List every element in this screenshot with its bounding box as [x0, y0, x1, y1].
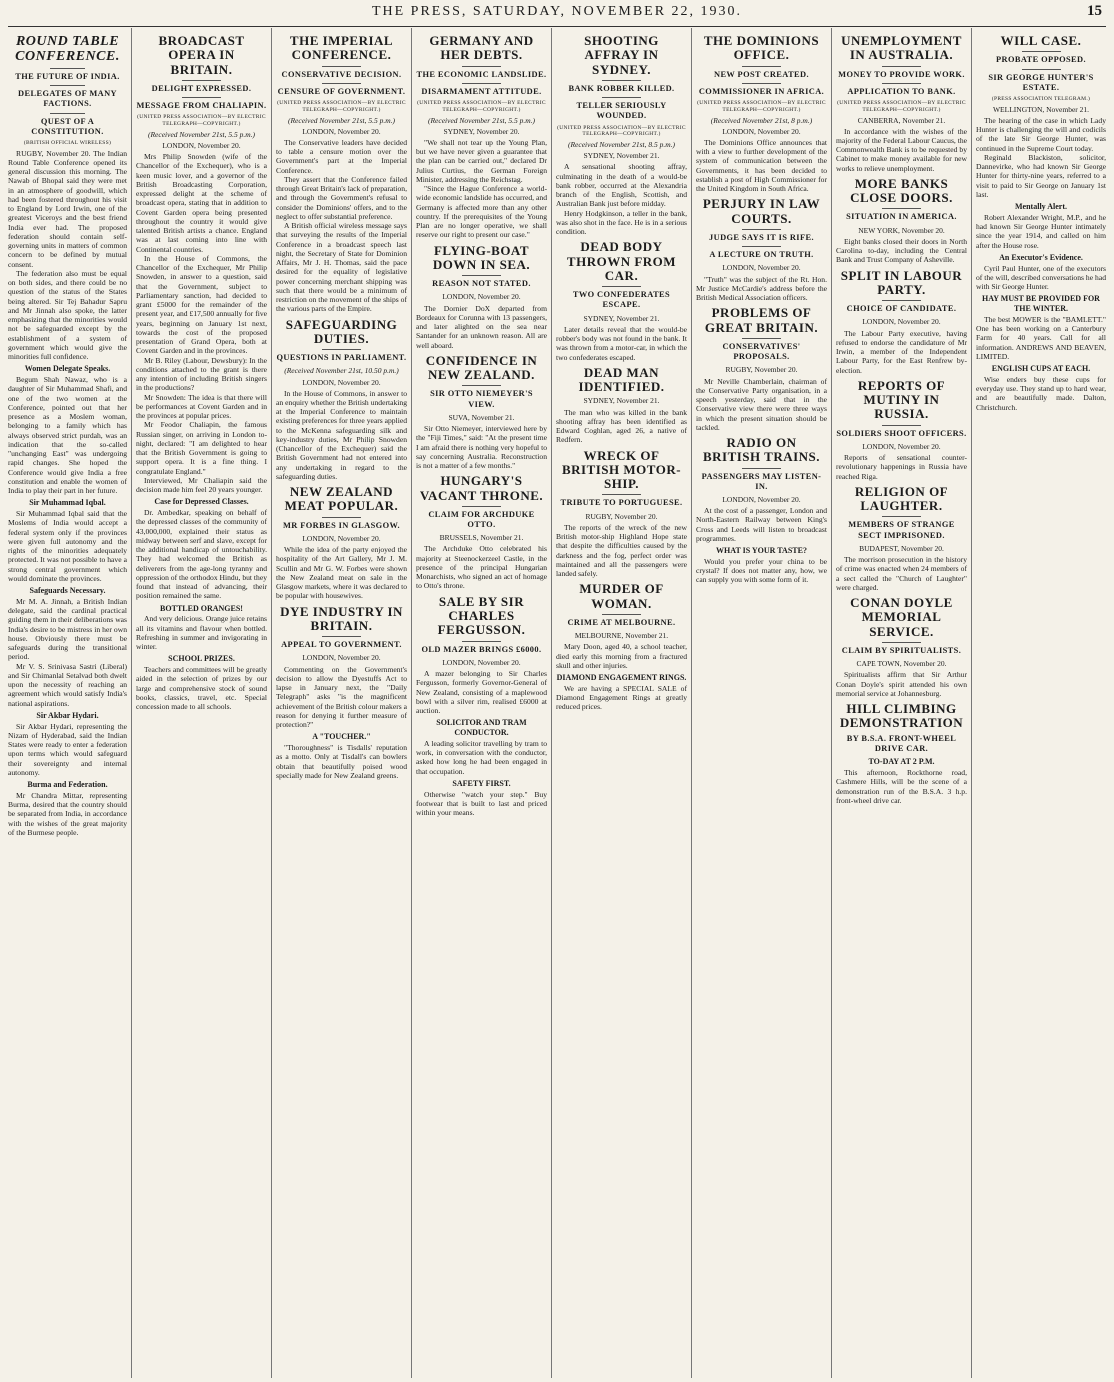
received-line: (Received November 21st, 5.5 p.m.)	[147, 129, 256, 139]
headline: PERJURY IN LAW COURTS.	[702, 196, 821, 226]
deck: DISARMAMENT ATTITUDE.	[421, 86, 542, 96]
dateline: LONDON, November 20.	[722, 126, 801, 136]
rule	[882, 208, 921, 209]
paragraph: Cyril Paul Hunter, one of the executors of the will, described conversations he had with Sir George Hunter.	[976, 263, 1106, 292]
deck: QUEST OF A CONSTITUTION.	[31, 116, 104, 136]
deck: CONSERVATIVE DECISION.	[281, 69, 402, 79]
paragraph: This afternoon, Rockthorne road, Cashmere Hills, will be the scene of a demonstration run of the B.S.A. 3 h.p. front-wheel drive car.	[836, 768, 967, 805]
paragraph: Reports of sensational counter-revolutionary happenings in Russia have reached Riga.	[836, 453, 967, 481]
deck: CENSURE OF GOVERNMENT.	[277, 86, 406, 96]
headline: BROADCAST OPERA IN BRITAIN.	[158, 33, 245, 77]
rule	[462, 83, 501, 84]
headline: FLYING-BOAT DOWN IN SEA.	[432, 242, 531, 272]
masthead-title: THE PRESS, SATURDAY, NOVEMBER 22, 1930.	[371, 4, 743, 19]
paragraph: Teachers and committees will be greatly aided in the selection of prizes by our large and comprehensive stock of sound books, classics, travel, etc. Special concession made to all schools.	[136, 665, 267, 712]
paragraph: Interviewed, Mr Chaliapin said the decision made him feel 20 years younger.	[136, 475, 267, 495]
dateline: SYDNEY, November 21.	[583, 151, 660, 161]
subheading: Case for Depressed Classes.	[154, 497, 249, 507]
credit-line: (UNITED PRESS ASSOCIATION—BY ELECTRIC TELEGRAPH—COPYRIGHT.)	[277, 100, 406, 113]
paragraph: Dr. Ambedkar, speaking on behalf of the depressed classes of the community of 43,000,000, explained their status as midway between serf and slave, except for the additional handicap of untouchability. They had welcomed the British as deliverers from the age-long tyranny and oppression of the orthodox Hindu, but they found that instead of advancing, their position remained the same.	[136, 508, 267, 601]
rule	[882, 425, 921, 426]
paragraph: The Dornier DoX departed from Bordeaux for Corunna with 13 passengers, and later alighted on the sea near Santander for an unknown reason. All are well aboard.	[416, 303, 547, 350]
deck: PASSENGERS MAY LISTEN-IN.	[701, 471, 822, 491]
received-line: (Received November 21st, 5.5 p.m.)	[287, 115, 396, 125]
credit-line: (BRITISH OFFICIAL WIRELESS)	[23, 140, 112, 147]
subheading: BOTTLED ORANGES!	[160, 603, 243, 613]
deck: SIR OTTO NIEMEYER'S VIEW.	[430, 389, 533, 409]
deck: OLD MAZER BRINGS £6000.	[421, 644, 542, 654]
subheading: TO-DAY AT 2 P.M.	[868, 757, 935, 767]
dateline: LONDON, November 20.	[862, 442, 941, 451]
rule	[322, 83, 361, 84]
headline: HUNGARY'S VACANT THRONE.	[419, 473, 544, 503]
credit-line: (UNITED PRESS ASSOCIATION—BY ELECTRIC TELEGRAPH—COPYRIGHT.)	[837, 100, 966, 113]
columns-container	[4, 28, 1110, 1378]
credit-line: (PRESS ASSOCIATION TELEGRAM.)	[991, 96, 1091, 103]
column-8	[972, 28, 1110, 1378]
paragraph: At the cost of a passenger, London and North-Eastern Railway between King's Cross and Leeds will listen to broadcast programmes.	[696, 506, 827, 543]
deck: SIR GEORGE HUNTER'S ESTATE.	[988, 72, 1094, 92]
rule	[742, 229, 781, 230]
column-3	[272, 28, 412, 1378]
paragraph: The federation also must be equal on both sides, and there could be no question of the status of the States being altered. Sir Tej Bahadur Sapru and Mr Jinnah also spoke, the latter emphasizing that the minorities would not be safeguarded except by the establishment of a system of government which would give the minorities full confidence.	[8, 268, 127, 362]
headline: PROBLEMS OF GREAT BRITAIN.	[704, 305, 819, 335]
headline: RELIGION OF LAUGHTER.	[854, 483, 949, 514]
paragraph: The Conservative leaders have decided to table a censure motion over the Government's part at the Imperial Conference.	[276, 137, 407, 175]
column-6	[692, 28, 832, 1378]
paragraph: Reginald Blackiston, solicitor, Dannevirke, who had known Sir George Hunter for thirty-nine years, referred to a visit to paid to Sir George on January 1st last.	[976, 152, 1106, 199]
credit-line: (UNITED PRESS ASSOCIATION—BY ELECTRIC TELEGRAPH—COPYRIGHT.)	[137, 114, 266, 128]
received-line: (Received November 21st, 8 p.m.)	[710, 115, 813, 125]
dateline: LONDON, November 20.	[162, 140, 241, 150]
subheading: SCHOOL PRIZES.	[168, 654, 235, 664]
paragraph: Sir Akbar Hydari, representing the Nizam of Hyderabad, said the Indian States were ready to enter a federation upon terms which would safeguard their sovereignty and internal autonomy.	[8, 721, 127, 777]
rule	[1022, 69, 1061, 70]
paragraph: Mr Feodor Chaliapin, the famous Russian singer, on arriving in London to-night, declared: "I am delighted to hear that the British Government is going to support opera. It is a fine thing. I congratulate England."	[136, 420, 267, 476]
rule	[602, 286, 641, 287]
dateline: LONDON, November 20.	[442, 657, 521, 667]
paragraph: The Dominions Office announces that with a view to further development of the system of communication between the Governments, it has been decided to establish a post of High Commissioner for the United Kingdom in South Africa.	[696, 137, 827, 194]
dateline: RUGBY, November 20.	[725, 365, 798, 375]
dateline: CAPE TOWN, November 20.	[856, 659, 947, 669]
headline: ROUND TABLE CONFERENCE.	[15, 34, 120, 65]
deck: PROBATE OPPOSED.	[995, 55, 1086, 65]
headline: GERMANY AND HER DEBTS.	[429, 33, 534, 63]
paragraph: While the idea of the party enjoyed the hospitality of the Art Gallery, Mr J. M. Scullin and Mr G. W. Forbes were shown the New Zealand meat on sale in the Glasgow markets, where it was declared to be popular with housewives.	[276, 545, 407, 601]
headline: MORE BANKS CLOSE DOORS.	[850, 175, 953, 206]
rule	[742, 83, 781, 84]
paragraph: In the House of Commons, in answer to an enquiry whether the British undertaking at the Imperial Conference to maintain existing preferences for three years applied to the McKenna safeguarding silk and key-industry duties, Mr Philip Snowden (Chancellor of the Exchequer) said the British Government had not entered into any undertaking in regard to the safeguarding duties.	[276, 388, 407, 481]
column-2	[132, 28, 272, 1378]
headline: THE IMPERIAL CONFERENCE.	[289, 33, 394, 63]
rule	[882, 642, 921, 643]
dateline: RUGBY, November 20.	[585, 511, 658, 521]
masthead	[8, 0, 1106, 27]
rule	[182, 97, 221, 98]
paragraph: The hearing of the case in which Lady Hunter is challenging the will and codicils of the late Sir George Hunter, was continued in the Supreme Court today.	[976, 115, 1106, 153]
dateline: LONDON, November 20.	[302, 126, 381, 136]
headline: THE DOMINIONS OFFICE.	[703, 33, 820, 63]
paragraph: "Thoroughness" is Tisdalls' reputation as a motto. Only at Tisdall's can bowlers obtain that beautifully poised wood specially made for New Zealand greens.	[276, 743, 407, 780]
deck: BANK ROBBER KILLED.	[568, 83, 675, 93]
paragraph: A mazer belonging to Sir Charles Fergusson, formerly Governor-General of New Zealand, consisting of a maplewood bowl with a silver rim, realised £6000 at auction.	[416, 669, 547, 716]
paragraph: A British official wireless message says that surveying the results of the Imperial Conference in a broadcast speech last night, the Secretary of State for Dominion Affairs, Mr J. H. Thomas, said the pace desired for the equality of legislative power concerning merchant shipping was such that there would be a minimum of restriction on the movement of the ships of the various parts of the Empire.	[276, 221, 407, 314]
deck: NEW POST CREATED.	[714, 69, 809, 79]
dateline: SYDNEY, November 21.	[583, 396, 660, 406]
paragraph: The Archduke Otto celebrated his majority at Steenockerzeel Castle, in the presence of the principal Hungarian Monarchists, who signed an act of homage to Otto's throne.	[416, 544, 547, 591]
rule	[742, 66, 781, 67]
deck: CONSERVATIVES' PROPOSALS.	[722, 341, 801, 362]
paragraph: The reports of the wreck of the new British motor-ship Highland Hope state that despite the difficulties caused by the darkness and the fog, perfect order was maintained and all the passengers were landed safely.	[556, 522, 687, 579]
deck: DELIGHT EXPRESSED.	[151, 83, 252, 93]
paragraph: And very delicious. Orange juice retains all its vitamins and flavour when bottled. Refreshing in summer and invigorating in winter.	[136, 614, 267, 652]
rule	[742, 338, 781, 339]
dateline: SUVA, November 21.	[448, 412, 515, 422]
dateline: BRUSSELS, November 21.	[439, 533, 524, 543]
column-5	[552, 28, 692, 1378]
dateline: SYDNEY, November 21.	[583, 313, 660, 323]
headline: SAFEGUARDING DUTIES.	[285, 316, 398, 346]
paragraph: In accordance with the wishes of the majority of the Federal Labour Caucus, the Commonwealth Bank is to be requested by Cabinet to make money available for new works to relieve unemployment.	[836, 126, 967, 173]
headline: WILL CASE.	[1000, 33, 1082, 48]
subheading: Burma and Federation.	[27, 780, 108, 790]
deck: APPLICATION TO BANK.	[847, 86, 956, 96]
deck: TWO CONFEDERATES ESCAPE.	[572, 290, 671, 310]
subheading: Women Delegate Speaks.	[24, 364, 111, 374]
headline: DYE INDUSTRY IN BRITAIN.	[280, 603, 403, 633]
paragraph: Mr M. A. Jinnah, a British Indian delegate, said the cardinal practical guiding them in their deliberations was India's desire to be mistress in her own house. Obviously there must be safeguards during the transitional period.	[8, 596, 127, 662]
rule	[602, 494, 641, 495]
rule	[882, 300, 921, 301]
paragraph: Later details reveal that the would-be robber's body was not found in the bank. It was thrown from a motor-car, in which the two confederates escaped.	[556, 324, 687, 362]
rule	[50, 85, 86, 86]
column-4	[412, 28, 552, 1378]
deck: THE ECONOMIC LANDSLIDE.	[416, 69, 547, 79]
paragraph: Would you prefer your china to be crystal? If does not matter any, how, we can supply you with some form of it.	[696, 556, 827, 585]
deck: MESSAGE FROM CHALIAPIN.	[136, 101, 267, 111]
rule	[882, 83, 921, 84]
deck: REASON NOT STATED.	[432, 279, 531, 289]
paragraph: Begum Shah Nawaz, who is a daughter of Sir Muhammad Shafi, and one of the two women at the Conference, pointed out that her presence as a Moslem woman, belonging to a family which has always observed strict purdah, was an indication that the so-called "unchanging East" was undergoing rapid changes. She hoped the Conference would give India a free constitution and enable the women of India to play their part in her future.	[8, 375, 127, 496]
headline: SALE BY SIR CHARLES FERGUSSON.	[437, 593, 526, 638]
subheading: HAY MUST BE PROVIDED FOR THE WINTER.	[982, 294, 1100, 314]
dateline: WELLINGTON, November 21.	[992, 104, 1090, 114]
rule	[50, 68, 86, 69]
rule	[322, 66, 361, 67]
rule	[882, 516, 921, 517]
subheading: SOLICITOR AND TRAM CONDUCTOR.	[436, 718, 527, 738]
subheading: A "TOUCHER."	[312, 732, 371, 742]
rule	[742, 246, 781, 247]
deck: MEMBERS OF STRANGE SECT IMPRISONED.	[848, 520, 955, 540]
paragraph: Commenting on the Government's decision to allow the Dyestuffs Act to lapse in January next, the "Daily Telegraph" asks "is the magnificent achievement of the British colour makers a reason for denying it further measure of protection?"	[276, 664, 407, 730]
subheading: Sir Akbar Hydari.	[36, 710, 99, 720]
paragraph: Mr V. S. Srinivasa Sastri (Liberal) and Sir Chimanlal Setalvad both dwelt upon the necessity of reaching an agreement which would satisfy India's national aspirations.	[8, 661, 127, 708]
paragraph: The best MOWER is the "BAMLETT." One has been working on a Canterbury Farm for 40 years. Call for all information. ANDREWS AND BEAVEN, LIMITED.	[976, 314, 1106, 361]
paragraph: The Labour Party executive, having refused to endorse the candidature of Mr Irwin, a member of the Independent Labour Party, for the East Renfrew by-election.	[836, 328, 967, 375]
rule	[462, 506, 501, 507]
paragraph: The man who was killed in the bank shooting affray has been identified as Edward Coghlan, aged 26, a native of Redfern.	[556, 407, 687, 445]
deck: TELLER SERIOUSLY WOUNDED.	[576, 101, 667, 121]
headline: DEAD MAN IDENTIFIED.	[578, 364, 665, 395]
paragraph: RUGBY, November 20. The Indian Round Table Conference opened its general discussion this morning. The Nawab of Bhopal said they were met in an atmosphere of goodwill, which had been fostered throughout his visit to England by Lord Irwin, one of the greatest Viceroys and the best friend India ever had. The proposed federation should contain self-governing units in matters of common concern to be defined by mutual consent.	[8, 148, 127, 269]
paragraph: We are having a SPECIAL SALE of Diamond Engagement Rings at greatly reduced prices.	[556, 683, 687, 712]
subheading: Sir Muhammad Iqbal.	[29, 498, 106, 508]
column-7	[832, 28, 972, 1378]
deck: MONEY TO PROVIDE WORK.	[838, 69, 965, 79]
column-1	[4, 28, 132, 1378]
credit-line: (UNITED PRESS ASSOCIATION—BY ELECTRIC TELEGRAPH—COPYRIGHT.)	[557, 124, 686, 138]
paragraph: Sir Otto Niemeyer, interviewed here by the "Fiji Times," said: "At the present time I am afraid there is nothing very hopeful to say concerning Australia. Reconstruction is not a matter of a few months."	[416, 424, 547, 470]
deck: BY B.S.A. FRONT-WHEEL DRIVE CAR.	[846, 733, 957, 753]
paragraph: Mr Chandra Mittar, representing Burma, desired that the country should be separated from India, in accordance with the wishes of the great majority of the Burmese people.	[8, 790, 127, 837]
deck: CRIME AT MELBOURNE.	[567, 617, 676, 627]
deck: JUDGE SAYS IT IS RIFE.	[709, 232, 814, 242]
credit-line: (UNITED PRESS ASSOCIATION—BY ELECTRIC TELEGRAPH—COPYRIGHT.)	[417, 100, 546, 113]
subheading: WHAT IS YOUR TASTE?	[716, 546, 807, 556]
headline: CONAN DOYLE MEMORIAL SERVICE.	[850, 595, 953, 639]
paragraph: They assert that the Conference failed through Great Britain's lack of preparation, and through the Government's refusal to consider the Dominions' offers, and to the neglect to offer substantial preference.	[276, 174, 407, 221]
dateline: LONDON, November 20.	[302, 653, 381, 663]
rule	[182, 80, 221, 81]
deck: QUESTIONS IN PARLIAMENT.	[276, 353, 407, 363]
paragraph: Eight banks closed their doors in North Carolina to-day, including the Central Bank and Trust Company of Asheville.	[836, 236, 967, 265]
paragraph: Wise enders buy these cups for everyday use. They stand up to hard wear, and are beautifully made. Dalton, Christchurch.	[976, 374, 1106, 412]
dateline: BUDAPEST, November 20.	[859, 543, 944, 553]
headline: REPORTS OF MUTINY IN RUSSIA.	[857, 377, 946, 422]
received-line: (Received November 21st, 5.5 p.m.)	[427, 115, 536, 125]
paragraph: Henry Hodgkinson, a teller in the bank, was also shot in the face. He is in a serious condition.	[556, 208, 687, 237]
deck: DELEGATES OF MANY FACTIONS.	[18, 89, 117, 109]
dateline: LONDON, November 20.	[302, 377, 381, 387]
paragraph: Mr Snowden: The idea is that there will be performances at Covent Garden and in the provinces at popular prices.	[136, 392, 267, 421]
dateline: LONDON, November 20.	[722, 495, 801, 505]
paragraph: Otherwise "watch your step." Buy footwear that is built to last and priced within your means.	[416, 789, 547, 818]
paragraph: "We shall not tear up the Young Plan, but we have never given a guarantee that the plan can be carried out," declared Dr Julius Curtius, the German Foreign Minister, addressing the Reichstag.	[416, 137, 547, 184]
rule	[882, 66, 921, 67]
deck: MR FORBES IN GLASGOW.	[283, 520, 400, 530]
headline: SHOOTING AFFRAY IN SYDNEY.	[584, 33, 659, 77]
received-line: (Received November 21st, 10.50 p.m.)	[284, 366, 399, 376]
paragraph: Spiritualists affirm that Sir Arthur Conan Doyle's spirit attended his own memorial service at Johannesburg.	[836, 670, 967, 698]
deck: CHOICE OF CANDIDATE.	[846, 304, 957, 314]
dateline: LONDON, November 20.	[442, 292, 521, 302]
dateline: LONDON, November 20.	[302, 534, 381, 543]
dateline: CANBERRA, November 21.	[857, 115, 946, 125]
deck: CLAIM FOR ARCHDUKE OTTO.	[428, 509, 535, 530]
paragraph: Mr Neville Chamberlain, chairman of the Conservative Party organisation, in a speech yesterday, said that in the Conservative view there were three ways in which the present situation should be tackled.	[696, 376, 827, 432]
dateline: NEW YORK, November 20.	[858, 225, 945, 235]
rule	[1022, 51, 1061, 52]
headline: HILL CLIMBING DEMONSTRATION	[839, 701, 964, 731]
credit-line: (UNITED PRESS ASSOCIATION—BY ELECTRIC TELEGRAPH—COPYRIGHT.)	[697, 100, 826, 113]
subheading: DIAMOND ENGAGEMENT RINGS.	[556, 673, 687, 683]
deck: COMMISSIONER IN AFRICA.	[698, 86, 825, 96]
subheading: ENGLISH CUPS AT EACH.	[991, 364, 1091, 374]
rule	[462, 385, 501, 386]
paragraph: Robert Alexander Wright, M.P., and he had known Sir George Hunter intimately since the year 1914, and called on him after the House rose.	[976, 212, 1106, 250]
subheading: An Executor's Evidence.	[999, 252, 1083, 262]
paragraph: In the House of Commons, the Chancellor of the Exchequer, Mr Philip Snowden, in answer to a question, said that the Government, subject to Parliamentary sanction, had decided to grant £5000 for the remainder of the present year, and £17,500 annually for five years, beginning on January 1st next, towards the cost of the proposed presentation of Grand Opera, both at Covent Garden and in the provinces.	[136, 253, 267, 356]
subheading: SAFETY FIRST.	[452, 778, 511, 788]
headline: DEAD BODY THROWN FROM CAR.	[566, 239, 677, 283]
rule	[322, 636, 361, 637]
rule	[602, 80, 641, 81]
rule	[322, 349, 361, 350]
rule	[602, 97, 641, 98]
dateline: LONDON, November 20.	[722, 263, 801, 273]
deck: SITUATION IN AMERICA.	[846, 212, 957, 222]
rule	[462, 275, 501, 276]
deck: CLAIM BY SPIRITUALISTS.	[841, 646, 962, 656]
rule	[462, 66, 501, 67]
rule	[50, 113, 86, 114]
paragraph: Mrs Philip Snowden (wife of the Chancellor of the Exchequer), who is a keen music lover, and a governor of the British Broadcasting Corporation, expressed delight at the scheme of broadcast opera, stating that in addition to Covent Garden opera being presented throughout the country it would give talented British artists a chance. England was at last coming into line with Continental countries.	[136, 152, 267, 254]
headline: MURDER OF WOMAN.	[579, 581, 664, 611]
received-line: (Received November 21st, 8.5 p.m.)	[567, 140, 676, 150]
headline: UNEMPLOYMENT IN AUSTRALIA.	[841, 33, 962, 63]
deck: A LECTURE ON TRUTH.	[709, 250, 814, 260]
deck: SOLDIERS SHOOT OFFICERS.	[836, 428, 967, 438]
paragraph: Mary Doon, aged 40, a school teacher, died early this morning from a fractured skull and other injuries.	[556, 642, 687, 670]
headline: CONFIDENCE IN NEW ZEALAND.	[425, 352, 538, 383]
headline: SPLIT IN LABOUR PARTY.	[840, 267, 963, 297]
subheading: Mentally Alert.	[1015, 202, 1067, 212]
headline: RADIO ON BRITISH TRAINS.	[702, 435, 821, 465]
dateline: SYDNEY, November 20.	[443, 126, 520, 136]
deck: THE FUTURE OF INDIA.	[15, 71, 120, 81]
paragraph: A sensational shooting affray, culminating in the death of a would-be bank robber, occurred at the Alexandria branch of the English, Scottish, and Australian Bank just before midday.	[556, 162, 687, 209]
dateline: MELBOURNE, November 21.	[574, 631, 669, 641]
paragraph: A leading solicitor travelling by tram to work, in conversation with the conductor, asked how long he had been engaged in that occupation.	[416, 738, 547, 776]
rule	[322, 517, 361, 518]
subheading: Safeguards Necessary.	[29, 586, 106, 596]
rule	[742, 468, 781, 469]
headline: NEW ZEALAND MEAT POPULAR.	[284, 484, 399, 514]
deck: APPEAL TO GOVERNMENT.	[281, 640, 402, 650]
paragraph: Mr B. Riley (Labour, Dewsbury): In the conditions attached to the grant is there any intention of including British singers in the productions?	[136, 355, 267, 393]
paragraph: "Since the Hague Conference a world-wide economic landslide has occurred, and Germany is affected more than any other country. If the prerequisites of the Young Plan are no longer operative, we shall reserve our right to present our case."	[416, 184, 547, 240]
paragraph: Sir Muhammad Iqbal said that the Moslems of India would accept a federal system only if the provinces were given full autonomy and the rights of the minorities adequately protected. It was not possible to have a strong central government which would dominate the provinces.	[8, 509, 127, 583]
page-number: 15	[1087, 3, 1102, 19]
rule	[462, 641, 501, 642]
paragraph: "Truth" was the subject of the Rt. Hon. Mr Justice McCardie's address before the British Medical Association officers.	[696, 274, 827, 303]
dateline: LONDON, November 20.	[862, 317, 941, 327]
deck: TRIBUTE TO PORTUGUESE.	[560, 498, 683, 508]
headline: WRECK OF BRITISH MOTOR-SHIP.	[561, 447, 682, 492]
paragraph: The morrison prosecution in the history of crime was enacted when 24 members of a sect called the "Church of Laughter" were charged.	[836, 555, 967, 592]
rule	[602, 614, 641, 615]
